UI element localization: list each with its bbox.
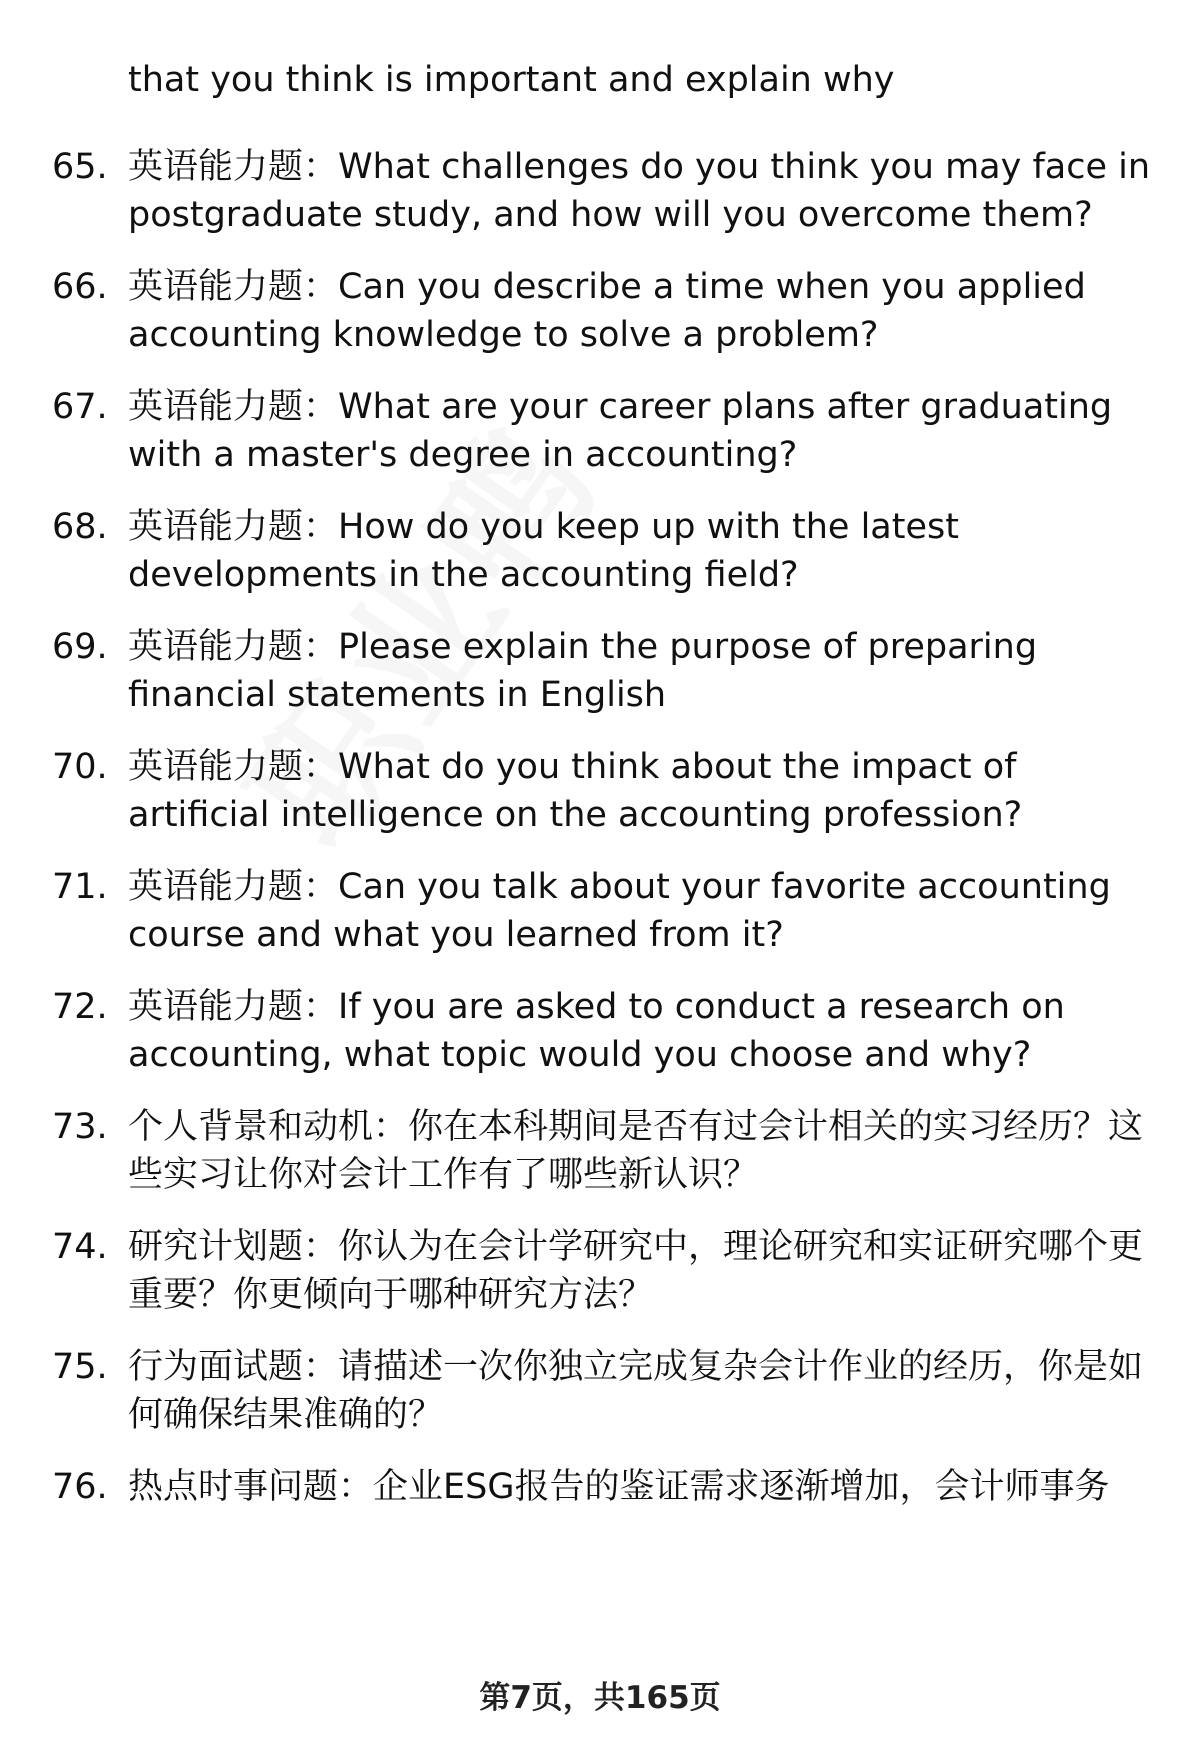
item-number: 66.	[52, 267, 108, 307]
item-number: 74.	[52, 1227, 108, 1267]
item-text: 研究计划题：你认为在会计学研究中，理论研究和实证研究哪个更重要？你更倾向于哪种研究方法？	[128, 1227, 1144, 1315]
item-number: 75.	[52, 1347, 108, 1387]
item-number: 73.	[52, 1107, 108, 1147]
continuation-text: that you think is important and explain why	[128, 60, 895, 100]
item-number: 76.	[52, 1467, 108, 1507]
page-footer: 第7页，共165页	[479, 1680, 721, 1716]
item-text: 英语能力题：Can you describe a time when you applied accounting knowledge to solve a problem?	[128, 267, 1086, 355]
item-number: 65.	[52, 147, 108, 187]
item-number: 67.	[52, 387, 108, 427]
item-text: 英语能力题：What are your career plans after graduating with a master's degree in accounting?	[128, 387, 1113, 475]
item-text: 英语能力题：If you are asked to conduct a research on accounting, what topic would you choose and why?	[128, 987, 1065, 1075]
item-text: 英语能力题：How do you keep up with the latest developments in the accounting field?	[128, 507, 959, 595]
item-number: 71.	[52, 867, 108, 907]
item-number: 72.	[52, 987, 108, 1027]
item-text: 个人背景和动机：你在本科期间是否有过会计相关的实习经历？这些实习让你对会计工作有了哪些新认识？	[128, 1107, 1144, 1195]
item-text: 英语能力题：Can you talk about your favorite accounting course and what you learned from it?	[128, 867, 1111, 955]
item-number: 70.	[52, 747, 108, 787]
item-text: 行为面试题：请描述一次你独立完成复杂会计作业的经历，你是如何确保结果准确的？	[128, 1347, 1144, 1435]
item-number: 68.	[52, 507, 108, 547]
item-text: 英语能力题：What do you think about the impact of artificial intelligence on the accounting profession?	[128, 747, 1023, 835]
item-number: 69.	[52, 627, 108, 667]
item-text: 英语能力题：Please explain the purpose of preparing financial statements in English	[128, 627, 1038, 715]
item-text: 热点时事问题：企业ESG报告的鉴证需求逐渐增加，会计师事务	[128, 1467, 1110, 1507]
item-text: 英语能力题：What challenges do you think you may face in postgraduate study, and how will you overcome them?	[128, 147, 1151, 235]
